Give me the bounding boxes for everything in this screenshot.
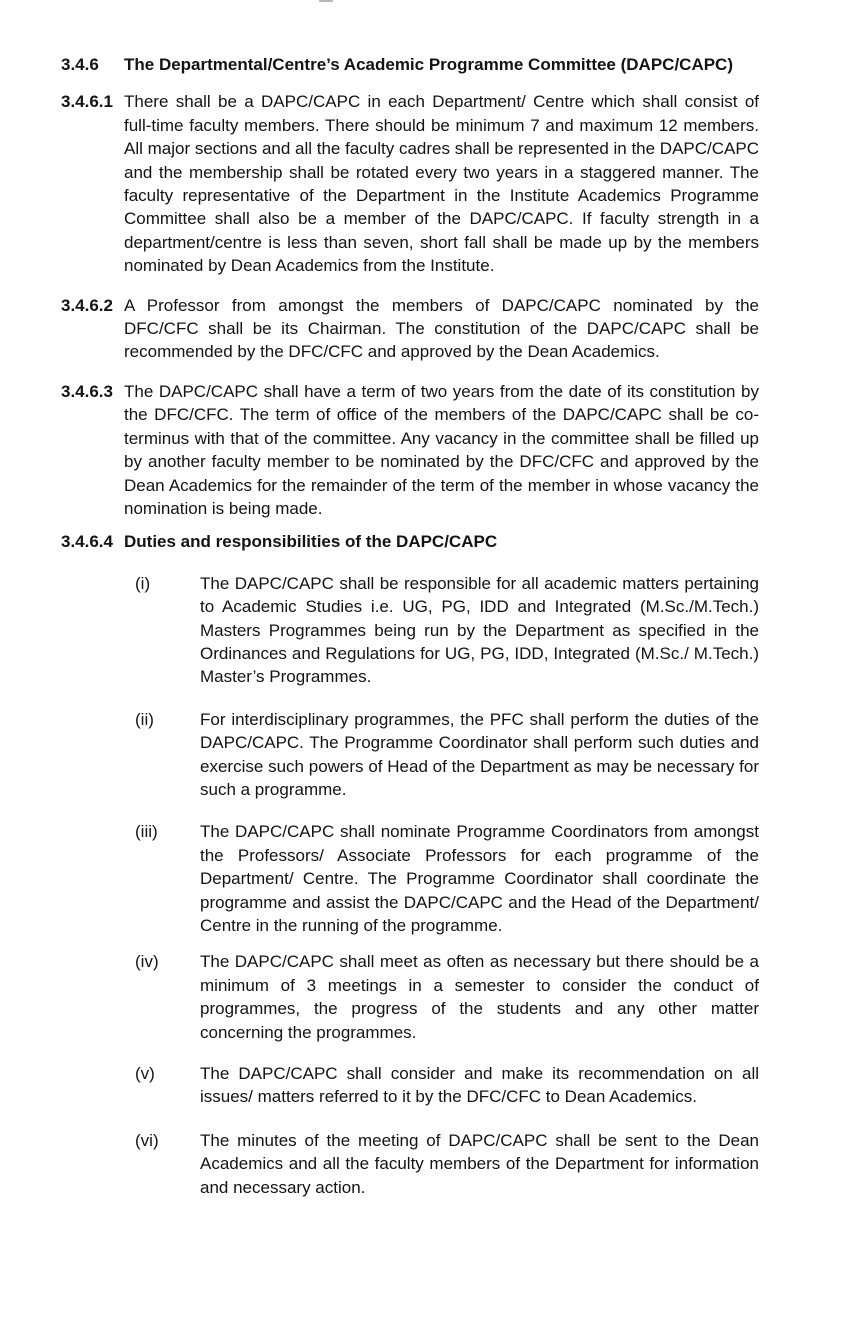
paragraph-number: 3.4.6.2: [61, 295, 113, 315]
list-item-i: [135, 572, 759, 689]
paragraph-text: The DAPC/CAPC shall have a term of two years from the date of its constitution by the DFC/CFC. The term of office of the members of the DAPC/CAPC shall be co-terminus with that of the committee. Any vacancy in the committee shall be filled up by another faculty member to be nominated by the DFC/CFC and approved by the Dean Academics for the remainder of the term of the member in whose vacancy the nomination is being made.: [124, 381, 759, 518]
list-item-text: The DAPC/CAPC shall be responsible for all academic matters pertaining to Academic Studies i.e. UG, PG, IDD and Integrated (M.Sc./M.Tech.) Masters Programmes being run by the Department as specified in the Ordinances and Regulations for UG, PG, IDD, Integrated (M.Sc./ M.Tech.) Master’s Programmes.: [200, 573, 759, 687]
list-item-marker: (i): [135, 573, 151, 593]
subsection-heading: [61, 530, 759, 553]
list-item-text: The DAPC/CAPC shall consider and make its recommendation on all issues/ matters referred to it by the DFC/CFC to Dean Academics.: [200, 1064, 759, 1107]
list-item-text: The DAPC/CAPC shall nominate Programme Coordinators from amongst the Professors/ Associate Professors for each programme of the Department/ Centre. The Programme Coordinator shall coordinate the programme and assist the DAPC/CAPC and the Head of the Department/ Centre in the running of the programme.: [200, 822, 759, 935]
paragraph-text: A Professor from amongst the members of DAPC/CAPC nominated by the DFC/CFC shall be its Chairman. The constitution of the DAPC/CAPC shall be recommended by the DFC/CFC and approved by the Dean Academics.: [124, 295, 759, 362]
subsection-heading-number: 3.4.6.4: [61, 532, 113, 552]
list-item-text: For interdisciplinary programmes, the PFC shall perform the duties of the DAPC/CAPC. The Programme Coordinator shall perform such duties and exercise such powers of Head of the Department as may be necessary for such a programme.: [200, 709, 759, 799]
paragraph-number: 3.4.6.3: [61, 381, 113, 401]
list-item-text: The DAPC/CAPC shall meet as often as necessary but there should be a minimum of 3 meetings in a semester to consider the conduct of programmes, the progress of the students and any other matter concerning the programmes.: [200, 952, 759, 1042]
section-heading-title: The Departmental/Centre’s Academic Programme Committee (DAPC/CAPC): [124, 55, 733, 74]
section-heading-number: 3.4.6: [61, 55, 99, 74]
paragraph-3-4-6-1: [61, 90, 759, 277]
list-item-iv: [135, 950, 759, 1044]
paragraph-text: There shall be a DAPC/CAPC in each Department/ Centre which shall consist of full-time faculty members. There should be minimum 7 and maximum 12 members. All major sections and all the faculty cadres shall be represented in the DAPC/CAPC and the membership shall be rotated every two years in a staggered manner. The faculty representative of the Department in the Institute Academics Programme Committee shall also be a member of the DAPC/CAPC. If faculty strength in a department/centre is less than seven, short fall shall be made up by the members nominated by Dean Academics from the Institute.: [124, 92, 759, 276]
list-item-ii: [135, 708, 759, 802]
list-item-text: The minutes of the meeting of DAPC/CAPC shall be sent to the Dean Academics and all the faculty members of the Department for information and necessary action.: [200, 1130, 759, 1197]
list-item-marker: (vi): [135, 1130, 159, 1150]
list-item-vi: [135, 1129, 759, 1199]
list-item-marker: (ii): [135, 709, 154, 729]
scan-artifact-mark: [319, 0, 333, 2]
list-item-marker: (iv): [135, 952, 159, 972]
list-item-marker: (v): [135, 1064, 155, 1084]
section-heading: [61, 53, 759, 76]
subsection-heading-title: Duties and responsibilities of the DAPC/CAPC: [124, 532, 498, 552]
paragraph-3-4-6-3: [61, 380, 759, 520]
list-item-iii: [135, 820, 759, 937]
paragraph-number: 3.4.6.1: [61, 92, 113, 112]
paragraph-3-4-6-2: [61, 294, 759, 364]
list-item-marker: (iii): [135, 822, 158, 842]
list-item-v: [135, 1062, 759, 1109]
